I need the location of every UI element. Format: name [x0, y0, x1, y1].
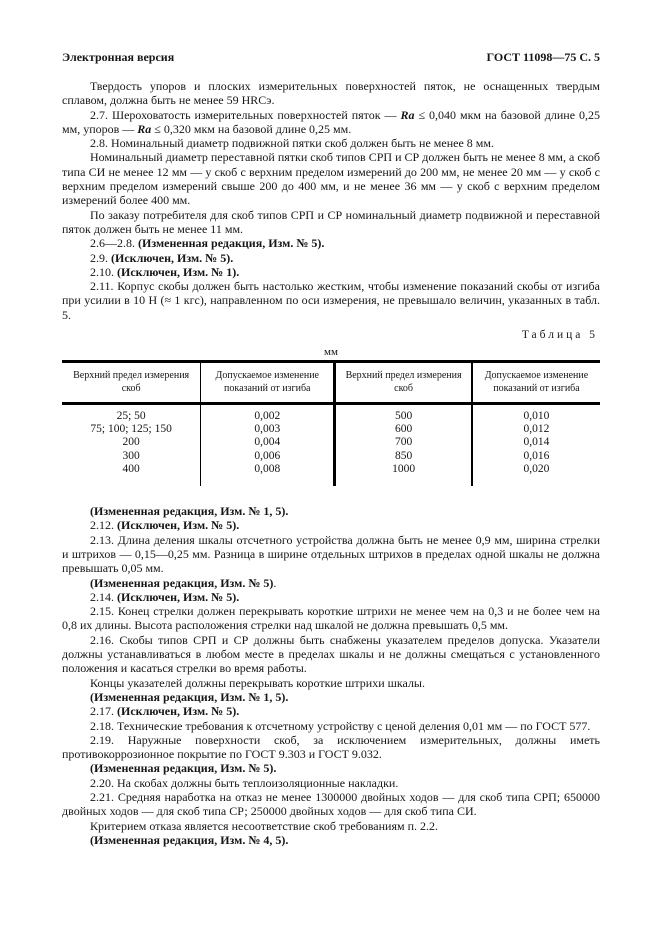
- table-cell: 75; 100; 125; 150: [90, 423, 172, 436]
- table-cell: 0,010: [472, 404, 600, 424]
- note-izm-1-5: [62, 504, 600, 518]
- para-2-15: [62, 604, 600, 633]
- measurement-table: [62, 360, 600, 486]
- text-segment: (Измененная редакция, Изм. № 4, 5).: [90, 832, 289, 847]
- para-2-9: [62, 251, 600, 265]
- para-2-8-cont-1: [62, 150, 600, 207]
- table-cell: 0,008: [201, 463, 335, 486]
- table-header-row: [62, 362, 600, 404]
- text-segment: 2.7. Шероховатость измерительных поверхностей пяток —: [90, 107, 401, 122]
- text-segment: Ra: [400, 107, 415, 122]
- text-segment: (Исключен, Изм. № 5).: [111, 250, 234, 265]
- para-2-11: [62, 279, 600, 322]
- text-segment: По заказу потребителя для скоб типов СРП и СР номинальный диаметр подвижной и переставной пяток должен быть не менее 11 мм.: [62, 207, 600, 236]
- table-cell: 400: [122, 462, 140, 475]
- table-cell: 0,003: [201, 423, 335, 436]
- table-cell: 0,004: [201, 436, 335, 449]
- text-segment: (Исключен, Изм. № 1).: [117, 264, 240, 279]
- text-segment: 2.15. Конец стрелки должен перекрывать короткие штрихи не менее чем на 0,3 и не более чем на 0,8 их длины. Высота расположения стрелки над шкалой не должна превышать 0,5 мм.: [62, 604, 600, 633]
- text-segment: (Измененная редакция, Изм. № 5): [90, 575, 274, 590]
- para-2-17: [62, 704, 600, 718]
- para-2-10: [62, 265, 600, 279]
- document-body: [62, 79, 600, 847]
- table-row: [62, 450, 600, 463]
- table-cell: 0,002: [201, 404, 335, 424]
- note-izm-4-5: [62, 833, 600, 847]
- para-2-13: [62, 533, 600, 576]
- para-2-12: [62, 518, 600, 532]
- text-segment: 2.9.: [90, 250, 111, 265]
- para-2-19: [62, 733, 600, 762]
- text-segment: 2.17.: [90, 704, 117, 719]
- header-edition-label: Электронная версия: [62, 50, 175, 64]
- table-block: [62, 329, 600, 486]
- table-header-cell: Верхний предел измерения скоб: [335, 362, 472, 404]
- text-segment: (Измененная редакция, Изм. № 5).: [90, 761, 277, 776]
- measurement-table-body: [62, 404, 600, 487]
- text-segment: (Измененная редакция, Изм. № 5).: [138, 236, 325, 251]
- table-cell: 850: [335, 450, 472, 463]
- para-hardness: [62, 79, 600, 108]
- page-header: [62, 50, 600, 64]
- table-cell: 200: [122, 436, 140, 449]
- table-cell: 300: [122, 449, 140, 462]
- table-unit-label: мм: [324, 346, 338, 359]
- text-segment: Критерием отказа является несоответствие скоб требованиям п. 2.2.: [90, 818, 439, 833]
- text-segment: (Исключен, Изм. № 5).: [117, 589, 240, 604]
- text-segment: 2.11. Корпус скобы должен быть настолько жестким, чтобы изменение показаний скобы от изгиба при усилии в 10 Н (≈ 1 кгс), направленном по оси измерения, не превышало величин, указанных в табл. 5.: [62, 279, 600, 322]
- table-cell: 0,012: [472, 423, 600, 436]
- para-2-21-cont: [62, 819, 600, 833]
- text-segment: 2.10.: [90, 264, 117, 279]
- text-segment: ≤ 0,320 мкм на базовой длине 0,25 мм.: [151, 121, 352, 136]
- para-2-21: [62, 790, 600, 819]
- section-before-table: [62, 79, 600, 322]
- text-segment: 2.13. Длина деления шкалы отсчетного устройства должна быть не менее 0,9 мм, ширина стрелки и штрихов — 0,15—0,25 мм. Разница в ширине отдельных штрихов в пределах одной шкалы не должна превышать 0,05 мм.: [62, 532, 600, 576]
- table-header-cell: Допускаемое изменение показаний от изгиба: [472, 362, 600, 404]
- text-segment: (Измененная редакция, Изм. № 1, 5).: [90, 504, 289, 519]
- section-after-table: [62, 504, 600, 847]
- table-cell: 0,016: [472, 450, 600, 463]
- text-segment: 2.8. Номинальный диаметр подвижной пятки скоб должен быть не менее 8 мм.: [90, 136, 494, 151]
- para-2-16: [62, 633, 600, 676]
- text-segment: (Исключен, Изм. № 5).: [117, 704, 240, 719]
- table-cell: 1000: [335, 463, 472, 486]
- table-row: [62, 463, 600, 486]
- text-segment: 2.20. На скобах должны быть теплоизоляционные накладки.: [90, 775, 399, 790]
- para-2-16-cont: [62, 676, 600, 690]
- table-cell: 700: [335, 436, 472, 449]
- header-gost-number: ГОСТ 11098—75 С. 5: [486, 50, 600, 64]
- note-izm-1-5-second: [62, 690, 600, 704]
- table-header-cell: Верхний предел измерения скоб: [62, 362, 201, 404]
- text-segment: Номинальный диаметр переставной пятки скоб типов СРП и СР должен быть не менее 8 мм, а скоб типа СИ не менее 12 мм — у скоб с верхним пределом измерений до 200 мм, не менее 20 мм — у скоб с верхним пределом измерений свыше 200 до 400 мм, и не менее 36 мм — у скоб с верхним пределом измерений более 400 мм.: [62, 150, 600, 208]
- para-2-7: [62, 108, 600, 137]
- text-segment: 2.14.: [90, 589, 117, 604]
- table-cell: 600: [335, 423, 472, 436]
- table-cell: 0,014: [472, 436, 600, 449]
- para-2-20: [62, 776, 600, 790]
- text-segment: (Измененная редакция, Изм. № 1, 5).: [90, 689, 289, 704]
- text-segment: Ra: [137, 121, 152, 136]
- table-row: [62, 404, 600, 424]
- table-row: [62, 436, 600, 449]
- text-segment: Концы указателей должны перекрывать короткие штрихи шкалы.: [90, 675, 425, 690]
- para-2-8-cont-2: [62, 208, 600, 237]
- table-row: [62, 423, 600, 436]
- table-caption: Таблица 5: [521, 329, 598, 342]
- table-cell: 0,020: [472, 463, 600, 486]
- text-segment: .: [273, 575, 277, 590]
- text-segment: 2.18. Технические требования к отсчетному устройству с ценой деления 0,01 мм — по ГОСТ 577.: [90, 718, 591, 733]
- text-segment: 2.16. Скобы типов СРП и СР должны быть снабжены указателем пределов допуска. Указатели должны устанавливаться в любом месте в пределах шкалы и не должны смещаться с установленного положения и касаться стрелки во время работы.: [62, 632, 600, 676]
- text-segment: 2.19. Наружные поверхности скоб, за исключением измерительных, должны иметь противокоррозионное покрытие по ГОСТ 9.303 и ГОСТ 9.032.: [62, 732, 600, 762]
- text-segment: (Исключен, Изм. № 5).: [117, 518, 240, 533]
- note-izm-5-second: [62, 761, 600, 775]
- table-cell: 25; 50: [116, 410, 146, 423]
- note-izm-5: [62, 576, 600, 590]
- para-2-18: [62, 719, 600, 733]
- note-2-6-2-8: [62, 236, 600, 250]
- text-segment: ≤ 0,040 мкм на базовой длине 0,25 мм, упоров —: [62, 107, 601, 136]
- table-cell: 0,006: [201, 450, 335, 463]
- para-2-8: [62, 136, 600, 150]
- text-segment: 2.6—2.8.: [90, 236, 138, 251]
- text-segment: 2.12.: [90, 518, 117, 533]
- text-segment: Твердость упоров и плоских измерительных поверхностей пяток, не оснащенных твердым сплавом, должна быть не менее 59 HRCэ.: [62, 79, 600, 108]
- text-segment: 2.21. Средняя наработка на отказ не менее 1300000 двойных ходов — для скоб типа СРП; 650000 двойных ходов — для скоб типа СР; 250000 двойных ходов — для скоб типа СИ.: [62, 790, 600, 819]
- table-cell: 500: [335, 404, 472, 424]
- para-2-14: [62, 590, 600, 604]
- table-header-cell: Допускаемое изменение показаний от изгиба: [201, 362, 335, 404]
- measurement-table-head: [62, 362, 600, 404]
